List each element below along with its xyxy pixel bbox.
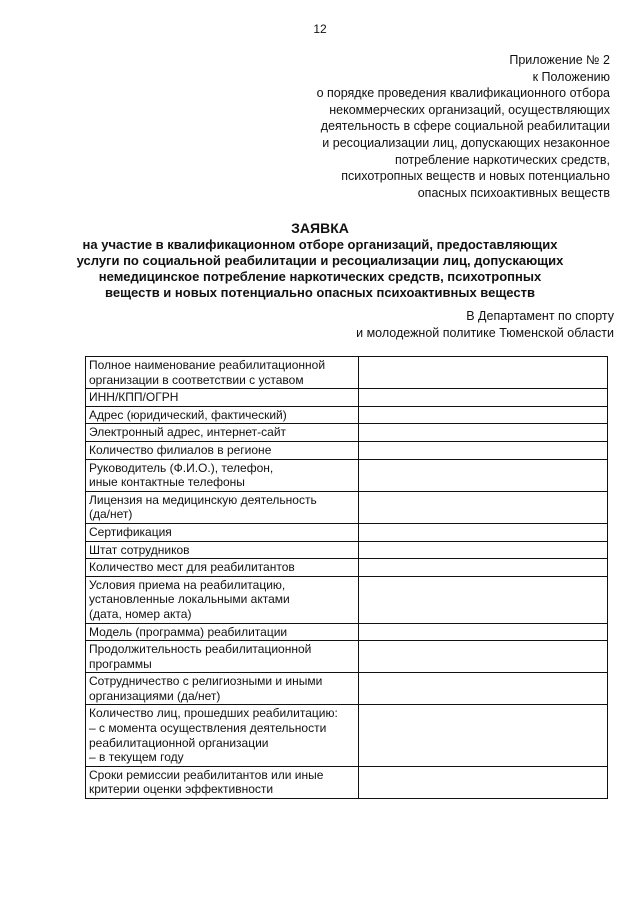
field-value-cell[interactable] <box>358 406 607 424</box>
field-label-cell <box>86 459 359 491</box>
field-label-line: организации в соответствии с уставом <box>89 372 304 387</box>
appendix-line: о порядке проведения квалификационного отбора <box>316 86 610 101</box>
table-row <box>86 441 608 459</box>
table-row <box>86 523 608 541</box>
field-label-cell <box>86 559 359 577</box>
appendix-line: Приложение № 2 <box>509 53 610 67</box>
field-value-cell[interactable] <box>358 389 607 407</box>
table-row <box>86 389 608 407</box>
table-row <box>86 641 608 673</box>
appendix-note <box>250 52 610 201</box>
field-value-cell[interactable] <box>358 559 607 577</box>
application-title <box>0 220 640 301</box>
field-value-cell[interactable] <box>358 641 607 673</box>
appendix-line: некоммерческих организаций, осуществляющих <box>329 102 610 117</box>
field-label-line: Сертификация <box>89 524 172 539</box>
field-label-cell <box>86 541 359 559</box>
title-line: веществ и новых потенциально опасных психоактивных веществ <box>105 285 535 300</box>
field-value-cell[interactable] <box>358 523 607 541</box>
field-label-cell <box>86 389 359 407</box>
field-label-line: Сроки ремиссии реабилитантов или иные <box>89 767 324 782</box>
table-row <box>86 705 608 766</box>
field-label-cell <box>86 406 359 424</box>
field-label-line: программы <box>89 656 152 671</box>
field-label-line: Количество филиалов в регионе <box>89 442 272 457</box>
table-row <box>86 623 608 641</box>
field-label-cell <box>86 766 359 798</box>
table-row <box>86 576 608 623</box>
table-row <box>86 559 608 577</box>
field-value-cell[interactable] <box>358 459 607 491</box>
field-value-cell[interactable] <box>358 491 607 523</box>
appendix-line: потребление наркотических средств, <box>394 152 610 167</box>
field-label-line: Лицензия на медицинскую деятельность <box>89 492 317 507</box>
field-label-line: критерии оценки эффективности <box>89 782 274 797</box>
addressee-line: В Департамент по спорту <box>466 309 614 323</box>
appendix-line: деятельность в сфере социальной реабилитации <box>320 119 610 134</box>
title-line: услуги по социальной реабилитации и ресоциализации лиц, допускающих <box>76 253 564 268</box>
field-label-cell <box>86 576 359 623</box>
table-row <box>86 406 608 424</box>
table-row <box>86 541 608 559</box>
field-value-cell[interactable] <box>358 576 607 623</box>
field-value-cell[interactable] <box>358 766 607 798</box>
field-label-cell <box>86 623 359 641</box>
table-row <box>86 673 608 705</box>
field-value-cell[interactable] <box>358 705 607 766</box>
title-line: немедицинское потребление наркотических средств, психотропных <box>98 269 542 284</box>
field-label-cell <box>86 491 359 523</box>
field-label-cell <box>86 641 359 673</box>
table-row <box>86 459 608 491</box>
title-line: на участие в квалификационном отборе организаций, предоставляющих <box>82 237 558 252</box>
field-label-line: Количество мест для реабилитантов <box>89 560 295 575</box>
appendix-line: к Положению <box>532 69 610 84</box>
table-row <box>86 491 608 523</box>
field-value-cell[interactable] <box>358 424 607 442</box>
application-form-table <box>85 356 608 799</box>
field-label-cell <box>86 673 359 705</box>
appendix-line: психотропных веществ и новых потенциально <box>341 169 610 184</box>
field-label-line: Штат сотрудников <box>89 542 190 557</box>
field-label-line: – с момента осуществления деятельности <box>89 721 327 736</box>
field-label-line: реабилитационной организации <box>89 735 269 750</box>
field-label-line: Руководитель (Ф.И.О.), телефон, <box>89 460 274 475</box>
field-label-line: иные контактные телефоны <box>89 475 245 490</box>
field-label-line: организациями (да/нет) <box>89 688 221 703</box>
field-value-cell[interactable] <box>358 441 607 459</box>
field-value-cell[interactable] <box>358 623 607 641</box>
field-label-cell <box>86 357 359 389</box>
field-label-line: Сотрудничество с религиозными и иными <box>89 674 323 689</box>
field-label-line: Адрес (юридический, фактический) <box>89 407 287 422</box>
field-label-cell <box>86 441 359 459</box>
field-value-cell[interactable] <box>358 673 607 705</box>
table-row <box>86 424 608 442</box>
table-row <box>86 766 608 798</box>
addressee-line: и молодежной политике Тюменской области <box>356 325 614 340</box>
field-label-line: Продолжительность реабилитационной <box>89 642 312 657</box>
page-number: 12 <box>313 22 327 36</box>
field-label-line: установленные локальными актами <box>89 592 290 607</box>
field-label-line: Электронный адрес, интернет-сайт <box>89 425 287 440</box>
field-label-cell <box>86 424 359 442</box>
field-value-cell[interactable] <box>358 357 607 389</box>
field-label-cell <box>86 705 359 766</box>
table-row <box>86 357 608 389</box>
field-label-line: Модель (программа) реабилитации <box>89 624 288 639</box>
field-label-line: – в текущем году <box>89 750 184 765</box>
field-label-line: Условия приема на реабилитацию, <box>89 577 286 592</box>
appendix-line: опасных психоактивных веществ <box>417 185 610 200</box>
field-value-cell[interactable] <box>358 541 607 559</box>
field-label-line: (да/нет) <box>89 507 133 522</box>
field-label-line: Полное наименование реабилитационной <box>89 358 326 372</box>
field-label-cell <box>86 523 359 541</box>
appendix-line: и ресоциализации лиц, допускающих незаконное <box>322 135 610 150</box>
field-label-line: (дата, номер акта) <box>89 606 192 621</box>
title-heading: ЗАЯВКА <box>291 220 349 236</box>
field-label-line: ИНН/КПП/ОГРН <box>89 390 179 405</box>
field-label-line: Количество лиц, прошедших реабилитацию: <box>89 706 338 721</box>
addressee <box>356 308 614 341</box>
